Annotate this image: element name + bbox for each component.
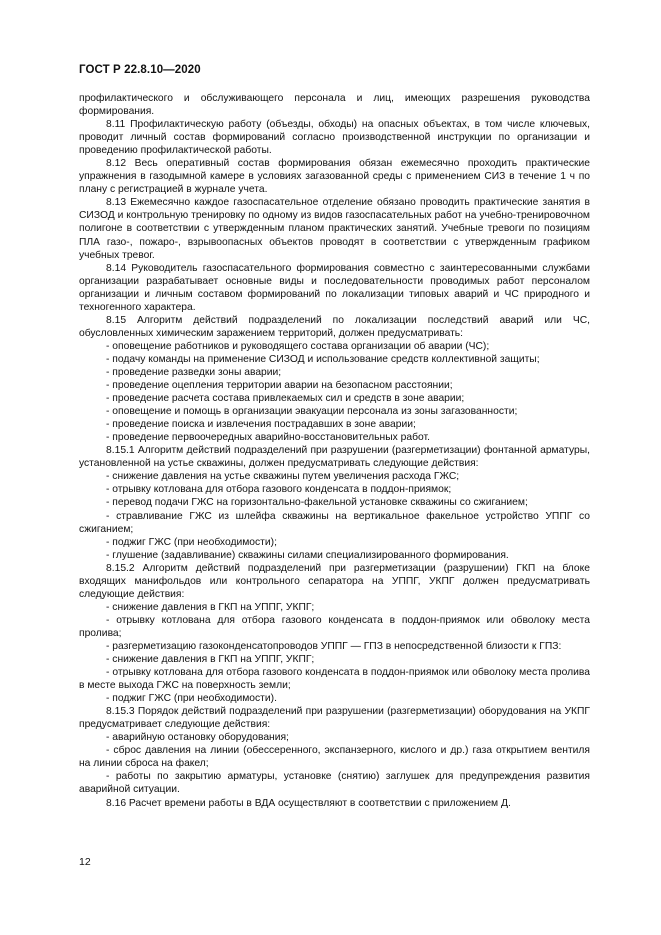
list-item: - проведение поиска и извлечения пострадавших в зоне аварии; — [106, 419, 416, 431]
document-header: ГОСТ Р 22.8.10—2020 — [79, 64, 201, 76]
list-item: - проведение оцепления территории аварии на безопасном расстоянии; — [106, 380, 453, 392]
list-item: - поджиг ГЖС (при необходимости). — [106, 693, 277, 705]
list-item: - разгерметизацию газоконденсатопроводов УППГ — ГПЗ в непосредственной близости к ГПЗ: — [106, 640, 562, 652]
list-item: - глушение (задавливание) скважины силами специализированного формирования. — [106, 549, 509, 561]
list-item: - оповещение и помощь в организации эвакуации персонала из зоны загазованности; — [106, 406, 518, 418]
list-item: - проведение первоочередных аварийно-восстановительных работ. — [106, 432, 430, 444]
paragraph: 8.11 Профилактическую работу (объезды, обходы) на опасных объектах, в том числе ключевых, проводит личный состав формирований согласно производственной инструкции по организации и проведению профилактической работы. — [79, 119, 590, 157]
list-item: - снижение давления в ГКП на УППГ, УКПГ; — [106, 601, 315, 613]
list-item: - проведение расчета состава привлекаемых сил и средств в зоне аварии; — [106, 393, 465, 405]
list-item: - отрывку котлована для отбора газового конденсата в поддон-приямок или обволоку места пролива; — [79, 614, 590, 639]
list-item: - отрывку котлована для отбора газового конденсата в поддон-приямок; — [106, 484, 452, 496]
paragraph: 8.15.2 Алгоритм действий подразделений при разгерметизации (разрушении) ГКП на блоке входящих манифольдов или контрольного сепаратора на УППГ, УКПГ должен предусматривать следующие действия: — [79, 562, 590, 600]
list-item: - работы по закрытию арматуры, установке (снятию) заглушек для предупреждения развития аварийной ситуации. — [79, 771, 590, 796]
paragraph: 8.15.1 Алгоритм действий подразделений при разрушении (разгерметизации) фонтанной арматуры, установленной на устье скважины, должен предусматривать следующие действия: — [79, 445, 590, 470]
list-item: - стравливание ГЖС из шлейфа скважины на вертикальное факельное устройство УППГ со сжиганием; — [79, 510, 590, 535]
document-body — [79, 92, 590, 810]
paragraph: 8.12 Весь оперативный состав формирования обязан ежемесячно проходить практические упражнения в газодымной камере в условиях загазованной среды с применением СИЗ в течение 1 ч по плану с регистрацией в журнале учета. — [79, 158, 590, 196]
list-item: - перевод подачи ГЖС на горизонтально-факельной установке скважины со сжиганием; — [106, 497, 528, 509]
paragraph: 8.15.3 Порядок действий подразделений при разрушении (разгерметизации) оборудования на УКПГ предусматривает следующие действия: — [79, 706, 590, 731]
paragraph: 8.16 Расчет времени работы в ВДА осуществляют в соответствии с приложением Д. — [106, 797, 511, 809]
list-item: - подачу команды на применение СИЗОД и использование средств коллективной защиты; — [106, 353, 540, 365]
paragraph: профилактического и обслуживающего персонала и лиц, имеющих разрешения руководства формирования. — [79, 93, 590, 118]
list-item: - аварийную остановку оборудования; — [106, 732, 289, 744]
list-item: - поджиг ГЖС (при необходимости); — [106, 536, 277, 548]
list-item: - снижение давления в ГКП на УППГ, УКПГ; — [106, 654, 315, 666]
paragraph: 8.14 Руководитель газоспасательного формирования совместно с заинтересованными службами организации разрабатывает основные виды и последовательности проводимых работ персоналом организации и личным составом формирований по локализации типовых аварий и ЧС природного и техногенного характера. — [79, 262, 590, 313]
page-number: 12 — [79, 856, 91, 868]
paragraph: 8.15 Алгоритм действий подразделений по локализации последствий аварий или ЧС, обусловленных химическим заражением территорий, должен предусматривать: — [79, 314, 590, 339]
list-item: - сброс давления на линии (обессеренного, экспанзерного, кислого и др.) газа открытием вентиля на линии сброса на факел; — [79, 745, 590, 770]
list-item: - снижение давления на устье скважины путем увеличения расхода ГЖС; — [106, 471, 460, 483]
paragraph: 8.13 Ежемесячно каждое газоспасательное отделение обязано проводить практические занятия в СИЗОД и контрольную тренировку по одному из видов газоспасательных работ на учебно-тренировочном полигоне в соответствии с утвержденным планом практических занятий. Учебные тревоги по позициям ПЛА газо-, пожаро-, взрывоопасных объектов проводят в соответствии с утвержденным графиком учебных тревог. — [79, 197, 590, 261]
list-item: - отрывку котлована для отбора газового конденсата в поддон-приямок или обволоку места пролива в месте выхода ГЖС на поверхность земли; — [79, 667, 590, 692]
list-item: - оповещение работников и руководящего состава организации об аварии (ЧС); — [106, 340, 490, 352]
list-item: - проведение разведки зоны аварии; — [106, 366, 282, 378]
